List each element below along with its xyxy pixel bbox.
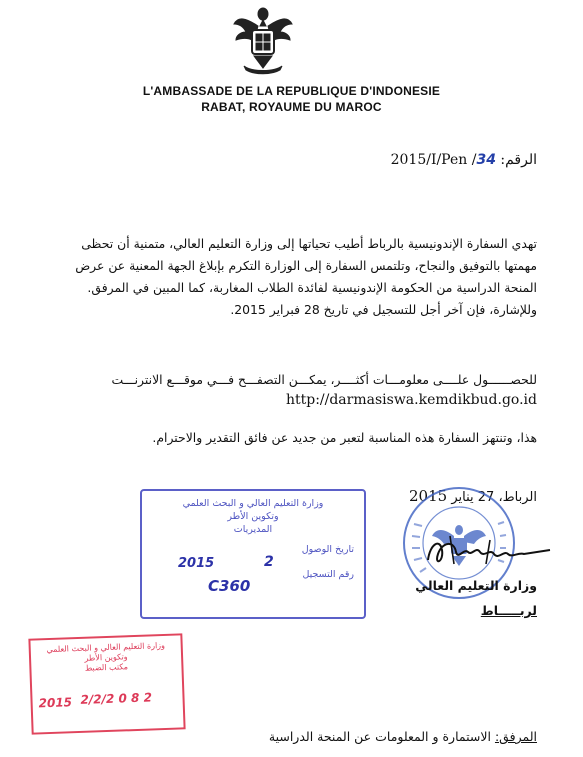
reference-handwritten-number: 34 xyxy=(476,152,496,168)
recipient-ministry: وزارة التعليم العالي xyxy=(415,578,537,593)
garuda-emblem-icon xyxy=(232,4,294,76)
handwritten-signature xyxy=(420,530,555,570)
stamp-line: وتكوين الأطر xyxy=(227,511,279,522)
stamp-handwritten-mark: 2/2/2 0 8 2 xyxy=(80,690,153,707)
reference-number xyxy=(391,152,537,168)
body-paragraph-3: هذا، وتنتهز السفارة هذه المناسبة لتعبر من جديد عن فائق التقدير والاحترام. xyxy=(152,430,537,445)
date-year: 2015 xyxy=(409,487,448,505)
paragraph-line: تهدي السفارة الإندونيسية بالرباط أطيب تحياتها إلى وزارة التعليم العالي، متمنية أن تحظى xyxy=(81,236,537,251)
paragraph-line: مهمتها بالتوفيق والنجاح، وتلتمس السفارة إلى الوزارة التكرم بإبلاغ الجهة المعنية عن عرض xyxy=(75,258,537,273)
reference-label: الرقم: xyxy=(500,152,537,168)
stamp-line: وزارة التعليم العالي و البحث العلمي xyxy=(46,640,166,655)
blue-reception-stamp xyxy=(140,489,366,619)
date-place: الرباط، 27 يناير xyxy=(451,490,537,505)
embassy-city: RABAT, ROYAUME DU MAROC xyxy=(201,100,382,114)
recipient-city: لربـــــاط xyxy=(480,603,537,618)
stamp-line: المديريات xyxy=(233,524,273,535)
stamp-date-row: تاريخ الوصول xyxy=(301,544,354,555)
embassy-name: L'AMBASSADE DE LA REPUBLIQUE D'INDONESIE xyxy=(142,84,441,98)
stamp-line: مكتب الضبط xyxy=(84,662,129,673)
stamp-handwritten-year: 2015 xyxy=(178,556,215,571)
red-registry-stamp xyxy=(28,633,185,734)
reference-code: 2015/I/Pen / xyxy=(390,152,477,168)
stamp-line: وزارة التعليم العالي و البحث العلمي xyxy=(182,498,324,509)
attachment-text: الاستمارة و المعلومات عن المنحة الدراسية xyxy=(268,729,491,744)
stamp-registration-row: رقم التسجيل xyxy=(302,569,354,580)
stamp-handwritten-day: 2 xyxy=(264,554,274,570)
stamp-handwritten-code: C360 xyxy=(208,577,251,595)
attachment-line xyxy=(269,729,537,744)
stamp-handwritten-year: 2015 xyxy=(38,695,73,711)
paragraph-line: وللإشارة، فإن آخر أجل للتسجيل في تاريخ 28 فبراير 2015. xyxy=(230,302,537,317)
body-paragraph-1 xyxy=(37,233,537,321)
website-link[interactable]: http://darmasiswa.kemdikbud.go.id xyxy=(285,392,537,408)
body-paragraph-2: للحصــــــول علــــى معلومـــات أكثــــر، يمكـــن التصفـــح فـــي موقـــع الانترنـــت xyxy=(111,372,537,387)
stamp-line: وتكوين الأطر xyxy=(84,652,128,663)
paragraph-line: المنحة الدراسية من الحكومة الإندونيسية لفائدة الطلاب المغاربة، كما المبين في المرفق. xyxy=(87,280,537,295)
attachment-label: المرفق: xyxy=(494,729,537,744)
